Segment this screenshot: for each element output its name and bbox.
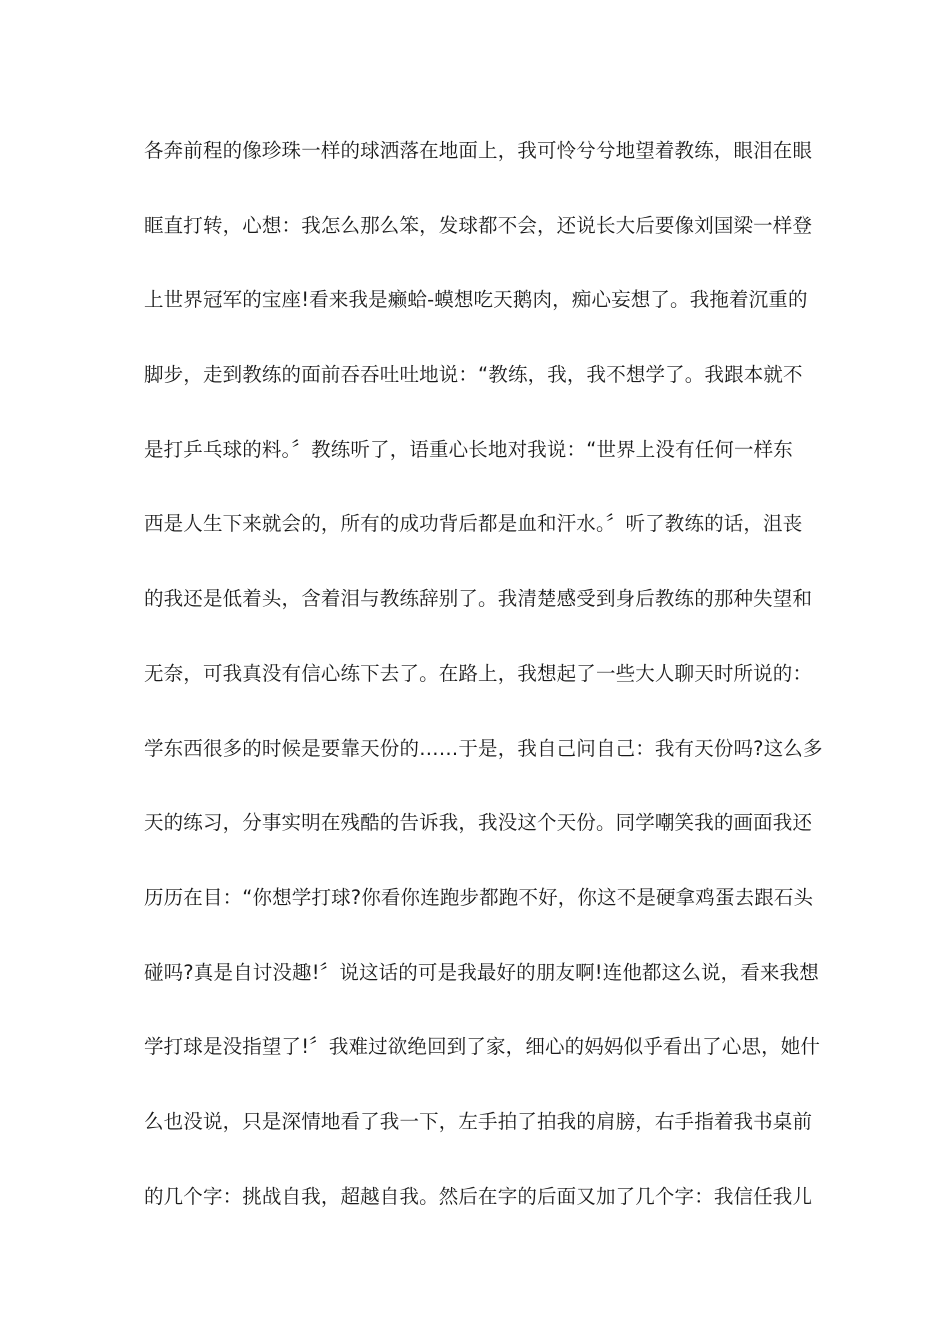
text-line: 么也没说，只是深情地看了我一下，左手拍了拍我的肩膀，右手指着我书桌前 <box>144 1109 813 1133</box>
text-line: 的几个字：挑战自我，超越自我。然后在字的后面又加了几个字：我信任我儿 <box>144 1184 813 1208</box>
text-line: 各奔前程的像珍珠一样的球洒落在地面上，我可怜兮兮地望着教练，眼泪在眼 <box>144 139 813 162</box>
text-line: 眶直打转，心想：我怎么那么笨，发球都不会，还说长大后要像刘国梁一样登 <box>144 213 813 237</box>
body-text <box>144 132 823 1252</box>
text-line: 是打乒乓球的料。〞教练听了，语重心长地对我说：“世界上没有任何一样东 <box>144 437 793 461</box>
text-line: 上世界冠军的宝座!看来我是癞蛤-蟆想吃天鹅肉，痴心妄想了。我拖着沉重的 <box>144 288 808 312</box>
text-line: 学东西很多的时候是要靠天份的……于是，我自己问自己：我有天份吗?这么多 <box>144 736 823 760</box>
text-line: 的我还是低着头，含着泪与教练辞别了。我清楚感受到身后教练的那种失望和 <box>144 587 813 611</box>
text-line: 脚步，走到教练的面前吞吞吐吐地说：“教练，我，我不想学了。我跟本就不 <box>144 363 803 387</box>
text-line: 天的练习，分事实明在残酷的告诉我，我没这个天份。同学嘲笑我的画面我还 <box>144 811 813 835</box>
text-line: 西是人生下来就会的，所有的成功背后都是血和汗水。〞听了教练的话，沮丧 <box>144 512 803 536</box>
text-line: 碰吗?真是自讨没趣!〞说这话的可是我最好的朋友啊!连他都这么说，看来我想 <box>144 960 819 984</box>
text-line: 历历在目：“你想学打球?你看你连跑步都跑不好，你这不是硬拿鸡蛋去跟石头 <box>144 885 814 909</box>
text-line: 学打球是没指望了!〞我难过欲绝回到了家，细心的妈妈似乎看出了心思，她什 <box>144 1035 821 1059</box>
text-line: 无奈，可我真没有信心练下去了。在路上，我想起了一些大人聊天时所说的： <box>144 661 813 685</box>
